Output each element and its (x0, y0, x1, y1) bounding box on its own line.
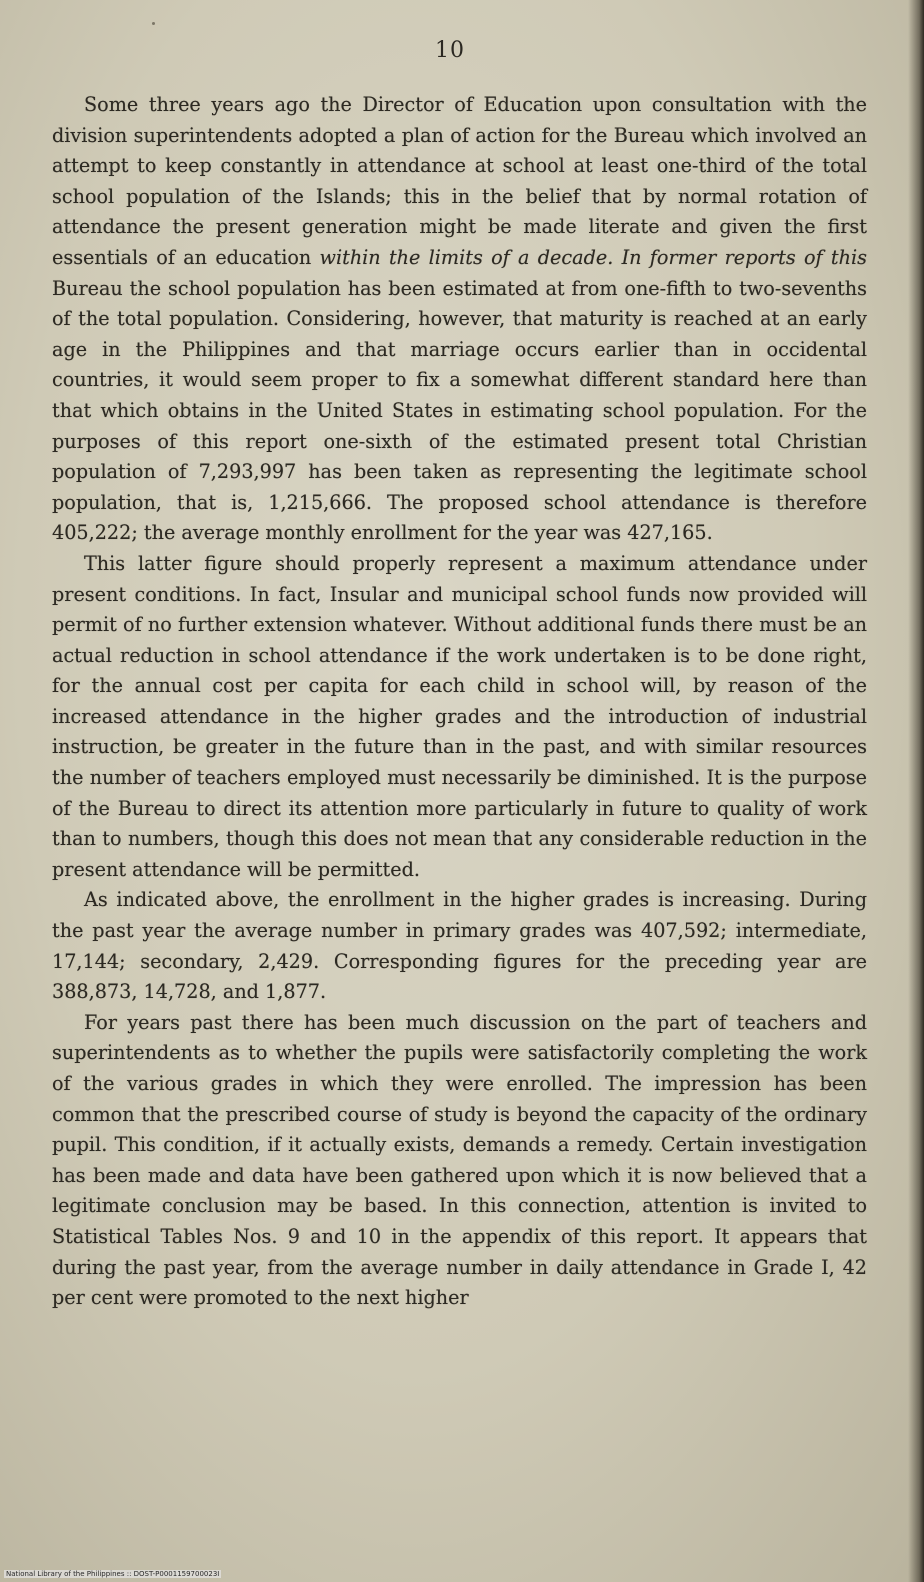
page-number: 10 (435, 38, 465, 63)
paragraph-1-text-continued: Bureau the school population has been estimated at from one-fifth to two-sevenths of the total population. Considering, however, that maturity is reached at an early age in the Philippines and that marriage occurs earlier than in occidental countries, it would seem proper to fix a somewhat different standard here than that which obtains in the United States in estimating school population. For the purposes of this report one-sixth of the estimated present total Christian population of 7,293,997 has been taken as representing the legitimate school population, that is, 1,215,666. The proposed school attendance is therefore 405,222; the average monthly enrollment for the year was 427,165. (52, 276, 867, 545)
page-shadow-edge (908, 0, 924, 1582)
print-speck (152, 22, 155, 25)
paragraph-2: This latter figure should properly represent a maximum attendance under present conditions. In fact, Insular and municipal school funds now provided will permit of no further extension whatever. Without additional funds there must be an actual reduction in school attendance if the work undertaken is to be done right, for the annual cost per capita for each child in school will, by reason of the increased attendance in the higher grades and the introduction of industrial instruction, be greater in the future than in the past, and with similar resources the number of teachers employed must necessarily be diminished. It is the purpose of the Bureau to direct its attention more particularly in future to quality of work than to numbers, though this does not mean that any considerable reduction in the present attendance will be permitted. (52, 551, 867, 881)
paragraph-1 (52, 90, 867, 549)
paragraph-3: As indicated above, the enrollment in the higher grades is increasing. During the past year the average number in primary grades was 407,592; intermediate, 17,144; secondary, 2,429. Corresponding figures for the preceding year are 388,873, 14,728, and 1,877. (52, 888, 867, 1004)
paragraph-1-italic-text: within the limits of a decade. In former reports of this (319, 245, 867, 269)
body-text (52, 90, 867, 1314)
paragraph-1-text: Some three years ago the Director of Education upon consultation with the division superintendents adopted a plan of action for the Bureau which involved an attempt to keep constantly in attendance at school at least one-third of the total school population of the Islands; this in the belief that by normal rotation of attendance the present generation might be made literate and given the first essentials of an education (52, 93, 867, 269)
paragraph-4: For years past there has been much discussion on the part of teachers and superintendents as to whether the pupils were satisfactorily completing the work of the various grades in which they were enrolled. The impression has been common that the prescribed course of study is beyond the capacity of the ordinary pupil. This condition, if it actually exists, demands a remedy. Certain investigation has been made and data have been gathered upon which it is now believed that a legitimate conclusion may be based. In this connection, attention is invited to Statistical Tables Nos. 9 and 10 in the appendix of this report. It appears that during the past year, from the average number in daily attendance in Grade I, 42 per cent were promoted to the next higher (52, 1010, 867, 1310)
library-footer: National Library of the Philippines :: DOST-P0001159700023I (6, 1570, 220, 1578)
